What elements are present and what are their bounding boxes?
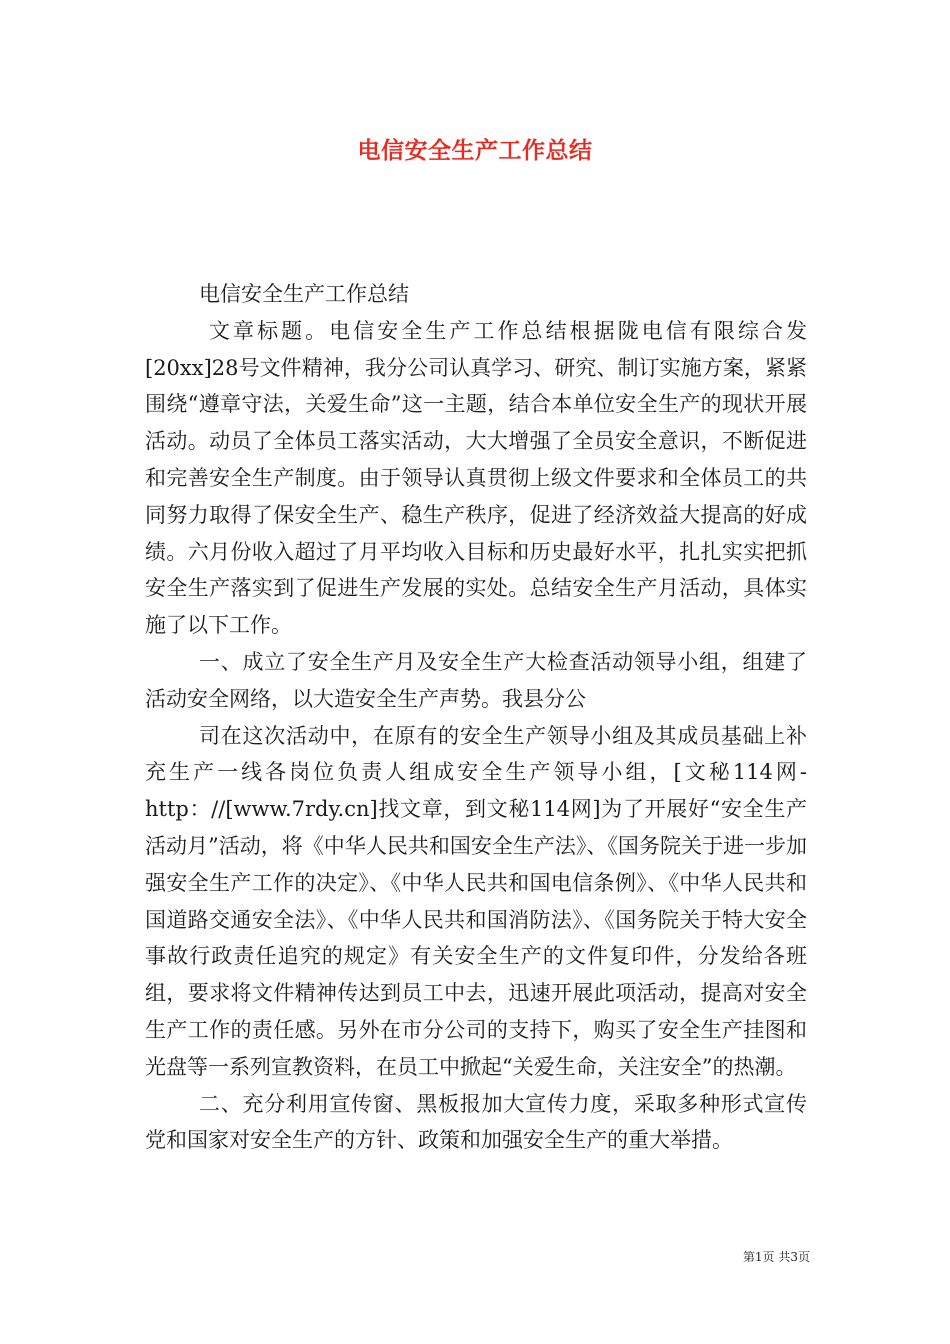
paragraph-intro: 文章标题。电信安全生产工作总结根据陇电信有限综合发[20xx]28号文件精神，我分公司认真学习、研究、制订实施方案，紧紧围绕“遵章守法，关爱生命”这一主题，结合本单位安全生产的现状开展活动。动员了全体员工落实活动，大大增强了全员安全意识，不断促进和完善安全生产制度。由于领导认真贯彻上级文件要求和全体员工的共同努力取得了保安全生产、稳生产秩序，促进了经济效益大提高的好成绩。六月份收入超过了月平均收入目标和历史最好水平，扎扎实实把抓安全生产落实到了促进生产发展的实处。总结安全生产月活动，具体实施了以下工作。 [145, 318, 807, 638]
document-title: 电信安全生产工作总结 [357, 138, 593, 164]
page-number-footer: 第1页 共3页 [742, 1250, 810, 1264]
paragraph-section-one-continued: 司在这次活动中，在原有的安全生产领导小组及其成员基础上补充生产一线各岗位负责人组成安全生产领导小组，[文秘114网-http：//[www.7rdy.cn]找文章，到文秘114网]为了开展好“安全生产活动月”活动，将《中华人民共和国安全生产法》、《国务院关于进一步加强安全生产工作的决定》、《中华人民共和国电信条例》、《中华人民共和国道路交通安全法》、《中华人民共和国消防法》、《国务院关于特大安全事故行政责任追究的规定》有关安全生产的文件复印件，分发给各班组，要求将文件精神传达到员工中去，迅速开展此项活动，提高对安全生产工作的责任感。另外在市分公司的支持下，购买了安全生产挂图和光盘等一系列宣教资料，在员工中掀起“关爱生命，关注安全”的热潮。 [145, 723, 807, 1079]
paragraph-section-one: 一、成立了安全生产月及安全生产大检查活动领导小组，组建了活动安全网络，以大造安全生产声势。我县分公 [145, 649, 807, 711]
paragraph-section-two: 二、充分利用宣传窗、黑板报加大宣传力度，采取多种形式宣传党和国家对安全生产的方针、政策和加强安全生产的重大举措。 [145, 1091, 807, 1153]
document-body [145, 276, 807, 1159]
subtitle-paragraph: 电信安全生产工作总结 [199, 282, 409, 306]
